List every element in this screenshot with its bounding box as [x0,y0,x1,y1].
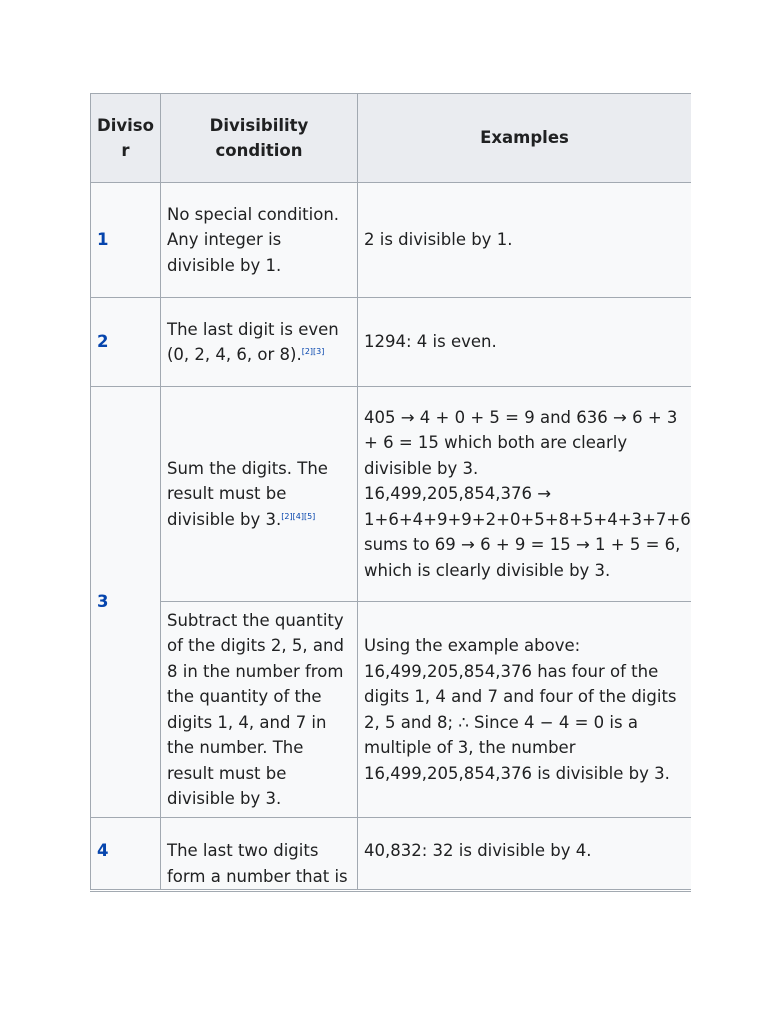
condition-cell: The last two digits form a number that is [161,818,358,890]
example-cell: 2 is divisible by 1. [358,183,692,298]
example-text-2: 16,499,205,854,376 → 1+6+4+9+9+2+0+5+8+5+4+3+7+6 sums to 69 → 6 + 9 = 15 → 1 + 5 = 6, which is clearly divisible by 3. [364,484,691,580]
example-cell: Using the example above: 16,499,205,854,376 has four of the digits 1, 4 and 7 and four of the digits 2, 5 and 8; ∴ Since 4 − 4 = 0 is a multiple of 3, the number 16,499,205,854,376 is divisible by 3. [358,602,692,818]
condition-cell: No special condition. Any integer is divisible by 1. [161,183,358,298]
condition-cell [161,298,358,387]
table-header-row [91,94,692,183]
divisibility-table-container [90,93,691,892]
example-cell [358,387,692,602]
citation-refs[interactable]: [2][3] [301,347,325,356]
divisor-link-2[interactable]: 2 [91,298,161,387]
condition-text: Sum the digits. The result must be divisible by 3. [167,458,328,529]
example-cell: 40,832: 32 is divisible by 4. [358,818,692,890]
header-divisor[interactable]: Diviso r [91,94,161,183]
table-row [91,387,692,602]
divisor-link-3[interactable]: 3 [91,387,161,818]
condition-cell: Subtract the quantity of the digits 2, 5, and 8 in the number from the quantity of the digits 1, 4, and 7 in the number. The result must be divisible by 3. [161,602,358,818]
condition-text: The last digit is even (0, 2, 4, 6, or 8). [167,319,339,364]
divisor-link-1[interactable]: 1 [91,183,161,298]
table-row [91,298,692,387]
divisor-link-4[interactable]: 4 [91,818,161,890]
table-row [91,183,692,298]
table-row [91,602,692,818]
header-divisibility-condition[interactable]: Divisibility condition [161,94,358,183]
table-row [91,818,692,890]
example-text: 405 → 4 + 0 + 5 = 9 and 636 → 6 + 3 + 6 = 15 which both are clearly divisible by 3. [364,407,678,478]
divisibility-rules-table [90,93,691,890]
citation-refs[interactable]: [2][4][5] [281,511,316,521]
example-cell: 1294: 4 is even. [358,298,692,387]
condition-cell [161,387,358,602]
header-examples[interactable]: Examples [358,94,692,183]
